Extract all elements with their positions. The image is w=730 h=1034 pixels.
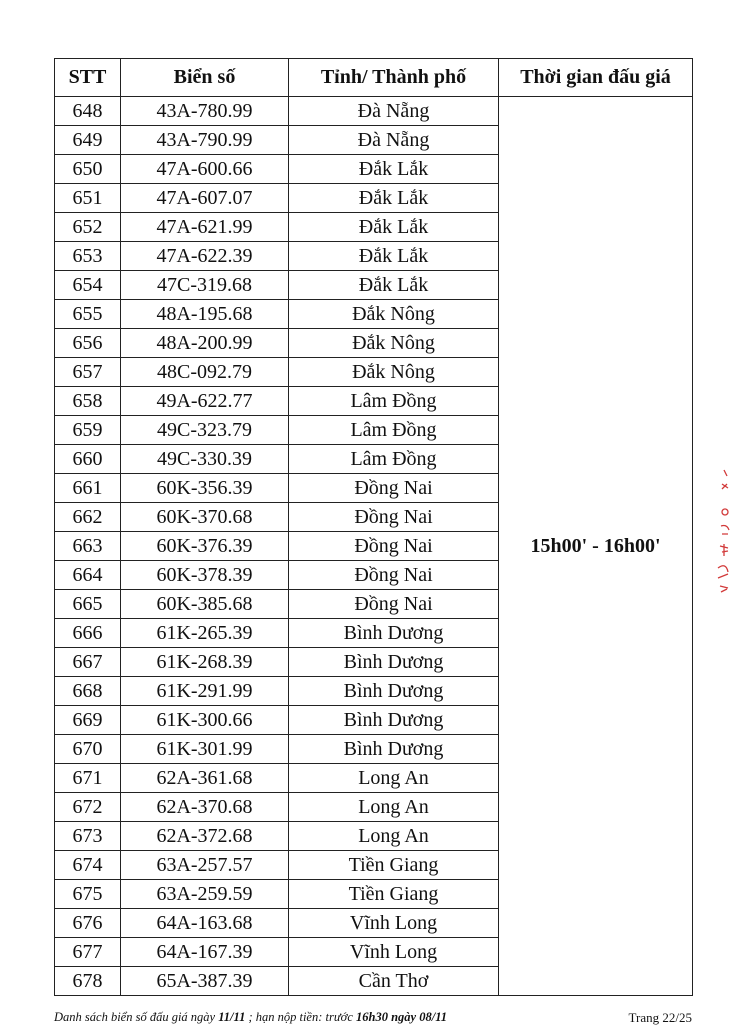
row-stt: 650 bbox=[55, 155, 121, 184]
auction-table bbox=[54, 58, 693, 996]
row-plate: 62A-370.68 bbox=[121, 793, 289, 822]
table-body bbox=[55, 97, 693, 996]
row-province: Đắk Lắk bbox=[289, 213, 499, 242]
row-province: Đồng Nai bbox=[289, 532, 499, 561]
table-row bbox=[55, 97, 693, 126]
row-stt: 657 bbox=[55, 358, 121, 387]
row-plate: 61K-265.39 bbox=[121, 619, 289, 648]
row-plate: 48A-195.68 bbox=[121, 300, 289, 329]
row-stt: 668 bbox=[55, 677, 121, 706]
row-province: Đắk Lắk bbox=[289, 184, 499, 213]
row-stt: 652 bbox=[55, 213, 121, 242]
header-province: Tỉnh/ Thành phố bbox=[289, 59, 499, 97]
row-stt: 658 bbox=[55, 387, 121, 416]
row-province: Đà Nẵng bbox=[289, 126, 499, 155]
row-plate: 60K-356.39 bbox=[121, 474, 289, 503]
row-stt: 654 bbox=[55, 271, 121, 300]
row-province: Đồng Nai bbox=[289, 561, 499, 590]
row-stt: 667 bbox=[55, 648, 121, 677]
row-stt: 662 bbox=[55, 503, 121, 532]
row-province: Long An bbox=[289, 793, 499, 822]
row-province: Lâm Đồng bbox=[289, 387, 499, 416]
row-stt: 676 bbox=[55, 909, 121, 938]
row-plate: 47A-600.66 bbox=[121, 155, 289, 184]
row-plate: 60K-378.39 bbox=[121, 561, 289, 590]
row-province: Đắk Lắk bbox=[289, 155, 499, 184]
row-province: Bình Dương bbox=[289, 706, 499, 735]
header-stt: STT bbox=[55, 59, 121, 97]
row-plate: 60K-385.68 bbox=[121, 590, 289, 619]
header-plate: Biển số bbox=[121, 59, 289, 97]
footer-prefix: Danh sách biển số đấu giá ngày bbox=[54, 1010, 219, 1024]
row-province: Đắk Lắk bbox=[289, 271, 499, 300]
row-plate: 49C-323.79 bbox=[121, 416, 289, 445]
footer-middle: ; hạn nộp tiền: trước bbox=[245, 1010, 357, 1024]
row-province: Bình Dương bbox=[289, 677, 499, 706]
row-plate: 47A-621.99 bbox=[121, 213, 289, 242]
row-plate: 48C-092.79 bbox=[121, 358, 289, 387]
row-stt: 661 bbox=[55, 474, 121, 503]
row-plate: 63A-257.57 bbox=[121, 851, 289, 880]
row-stt: 656 bbox=[55, 329, 121, 358]
row-province: Đà Nẵng bbox=[289, 97, 499, 126]
row-plate: 48A-200.99 bbox=[121, 329, 289, 358]
row-stt: 655 bbox=[55, 300, 121, 329]
row-stt: 674 bbox=[55, 851, 121, 880]
row-plate: 64A-163.68 bbox=[121, 909, 289, 938]
row-plate: 43A-780.99 bbox=[121, 97, 289, 126]
row-stt: 678 bbox=[55, 967, 121, 996]
row-province: Bình Dương bbox=[289, 619, 499, 648]
row-plate: 65A-387.39 bbox=[121, 967, 289, 996]
header-time: Thời gian đấu giá bbox=[499, 59, 693, 97]
row-stt: 670 bbox=[55, 735, 121, 764]
row-stt: 672 bbox=[55, 793, 121, 822]
row-province: Vĩnh Long bbox=[289, 909, 499, 938]
row-stt: 673 bbox=[55, 822, 121, 851]
row-stt: 648 bbox=[55, 97, 121, 126]
table-header-row bbox=[55, 59, 693, 97]
row-plate: 47A-607.07 bbox=[121, 184, 289, 213]
row-province: Cần Thơ bbox=[289, 967, 499, 996]
row-stt: 660 bbox=[55, 445, 121, 474]
row-stt: 664 bbox=[55, 561, 121, 590]
row-plate: 61K-268.39 bbox=[121, 648, 289, 677]
row-plate: 47C-319.68 bbox=[121, 271, 289, 300]
row-stt: 671 bbox=[55, 764, 121, 793]
footer-note bbox=[54, 1010, 447, 1025]
row-plate: 60K-376.39 bbox=[121, 532, 289, 561]
row-stt: 649 bbox=[55, 126, 121, 155]
row-province: Long An bbox=[289, 764, 499, 793]
row-province: Đồng Nai bbox=[289, 590, 499, 619]
row-province: Đắk Nông bbox=[289, 329, 499, 358]
row-plate: 49A-622.77 bbox=[121, 387, 289, 416]
row-stt: 669 bbox=[55, 706, 121, 735]
row-stt: 666 bbox=[55, 619, 121, 648]
row-stt: 675 bbox=[55, 880, 121, 909]
row-province: Đắk Nông bbox=[289, 358, 499, 387]
footer-deadline: 16h30 ngày 08/11 bbox=[356, 1010, 448, 1024]
row-stt: 651 bbox=[55, 184, 121, 213]
row-province: Bình Dương bbox=[289, 648, 499, 677]
row-province: Bình Dương bbox=[289, 735, 499, 764]
row-province: Tiền Giang bbox=[289, 880, 499, 909]
row-province: Đắk Nông bbox=[289, 300, 499, 329]
row-stt: 665 bbox=[55, 590, 121, 619]
row-plate: 61K-300.66 bbox=[121, 706, 289, 735]
row-plate: 62A-372.68 bbox=[121, 822, 289, 851]
row-province: Đắk Lắk bbox=[289, 242, 499, 271]
row-plate: 61K-301.99 bbox=[121, 735, 289, 764]
row-stt: 663 bbox=[55, 532, 121, 561]
red-stamp-mark bbox=[712, 468, 730, 598]
row-plate: 63A-259.59 bbox=[121, 880, 289, 909]
row-province: Lâm Đồng bbox=[289, 416, 499, 445]
row-plate: 61K-291.99 bbox=[121, 677, 289, 706]
page-number: Trang 22/25 bbox=[628, 1010, 692, 1025]
row-stt: 659 bbox=[55, 416, 121, 445]
row-plate: 43A-790.99 bbox=[121, 126, 289, 155]
row-plate: 62A-361.68 bbox=[121, 764, 289, 793]
row-province: Tiền Giang bbox=[289, 851, 499, 880]
row-province: Đồng Nai bbox=[289, 474, 499, 503]
row-province: Lâm Đồng bbox=[289, 445, 499, 474]
footer-auction-date: 11/11 bbox=[218, 1010, 246, 1024]
row-province: Đồng Nai bbox=[289, 503, 499, 532]
row-province: Vĩnh Long bbox=[289, 938, 499, 967]
row-stt: 653 bbox=[55, 242, 121, 271]
row-plate: 49C-330.39 bbox=[121, 445, 289, 474]
row-plate: 60K-370.68 bbox=[121, 503, 289, 532]
auction-time-cell: 15h00' - 16h00' bbox=[499, 97, 693, 996]
row-stt: 677 bbox=[55, 938, 121, 967]
row-plate: 64A-167.39 bbox=[121, 938, 289, 967]
row-plate: 47A-622.39 bbox=[121, 242, 289, 271]
row-province: Long An bbox=[289, 822, 499, 851]
